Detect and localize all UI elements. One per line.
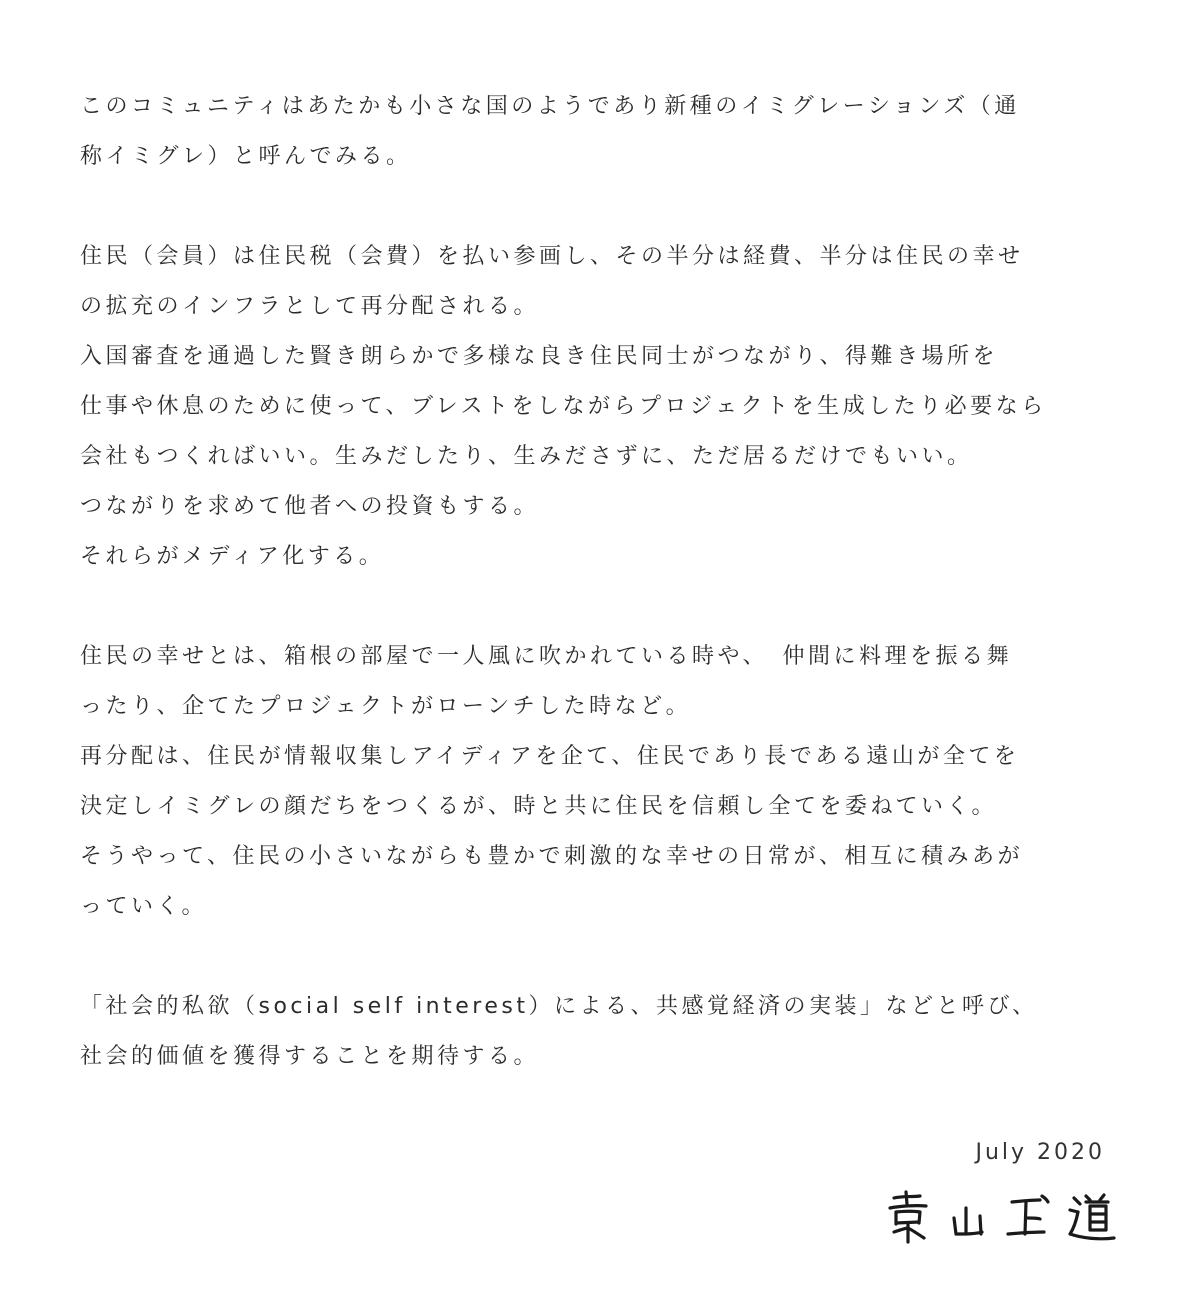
text-line: このコミュニティはあたかも小さな国のようであり新種のイミグレーションズ（通 <box>80 94 1020 119</box>
paragraph-2 <box>80 232 1140 582</box>
paragraph-1 <box>80 82 1140 182</box>
paragraph-gap <box>80 932 1140 982</box>
text-line: つながりを求めて他者への投資もする。 <box>80 494 540 519</box>
text-line: ったり、企てたプロジェクトがローンチした時など。 <box>80 694 692 719</box>
text-line: っていく。 <box>80 894 208 919</box>
letter-body <box>80 82 1140 1082</box>
text-line: 再分配は、住民が情報収集しアイディアを企て、住民であり長である遠山が全てを <box>80 744 1020 769</box>
text-line: 社会的価値を獲得することを期待する。 <box>80 1044 540 1069</box>
text-line: 「社会的私欲（social self interest）による、共感覚経済の実装」などと呼び、 <box>80 994 1038 1019</box>
text-line: 住民（会員）は住民税（会費）を払い参画し、その半分は経費、半分は住民の幸せ <box>80 244 1024 269</box>
handwritten-signature <box>882 1188 1122 1248</box>
text-line: 決定しイミグレの顔だちをつくるが、時と共に住民を信頼し全てを委ねていく。 <box>80 794 998 819</box>
text-line: の拡充のインフラとして再分配される。 <box>80 294 540 319</box>
text-line: 仕事や休息のために使って、ブレストをしながらプロジェクトを生成したり必要なら <box>80 394 1047 419</box>
text-line: 会社もつくればいい。生みだしたり、生みださずに、ただ居るだけでもいい。 <box>80 444 973 469</box>
text-line: それらがメディア化する。 <box>80 544 385 569</box>
paragraph-4 <box>80 982 1140 1082</box>
text-line: 称イミグレ）と呼んでみる。 <box>80 144 412 169</box>
text-line: 入国審査を通過した賢き朗らかで多様な良き住民同士がつながり、得難き場所を <box>80 344 999 369</box>
letter-date: July 2020 <box>975 1140 1105 1165</box>
text-line: 住民の幸せとは、箱根の部屋で一人風に吹かれている時や、 仲間に料理を振る舞 <box>80 644 1013 669</box>
paragraph-gap <box>80 182 1140 232</box>
paragraph-3 <box>80 632 1140 932</box>
text-line: そうやって、住民の小さいながらも豊かで刺激的な幸せの日常が、相互に積みあが <box>80 844 1024 869</box>
paragraph-gap <box>80 582 1140 632</box>
